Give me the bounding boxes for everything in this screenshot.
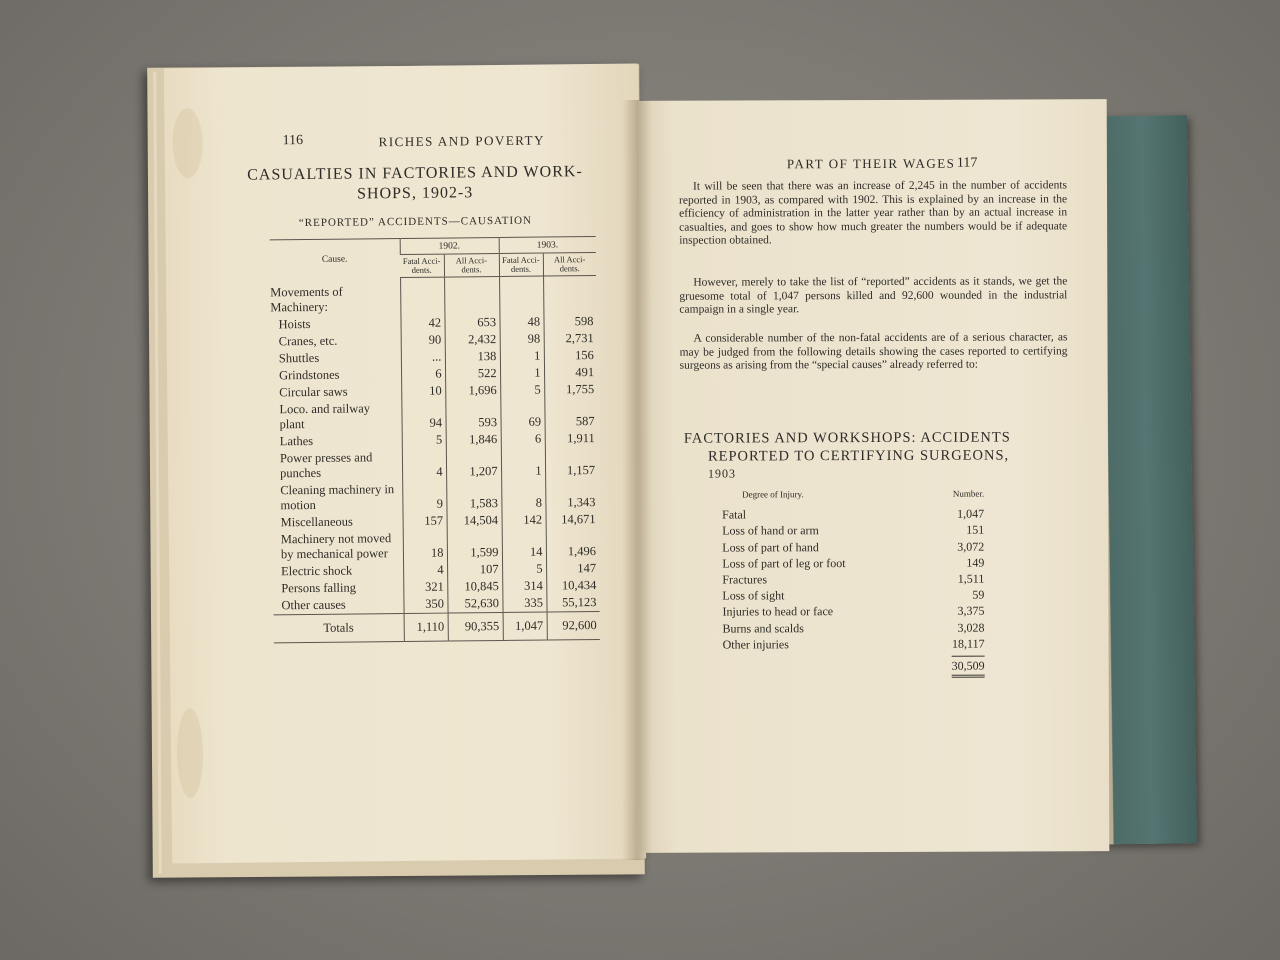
all-1902-cell: 1,207 — [446, 447, 501, 480]
fatal-1903-cell: 1 — [501, 447, 545, 479]
fatal-1903-cell: 1 — [500, 364, 544, 381]
fatal-1903-cell: 314 — [502, 577, 546, 594]
degree-cell — [722, 538, 929, 555]
fatal-1902-cell: 9 — [402, 480, 446, 512]
all-header: All Acci-dents. — [444, 254, 499, 278]
all-1902-cell: 593 — [445, 398, 500, 431]
table-row — [723, 635, 985, 652]
cause-cell: Lathes — [279, 433, 314, 448]
fatal-1903-cell: 8 — [501, 479, 545, 511]
page-stain — [177, 708, 204, 798]
page-stain — [172, 108, 203, 178]
group-label: Movements of Machinery: — [270, 284, 343, 314]
all-1903-cell: 1,911 — [545, 429, 598, 447]
fatal-header: Fatal Acci-dents. — [499, 253, 543, 276]
number-cell: 3,072 — [957, 539, 985, 554]
table-row — [722, 554, 984, 571]
all-1903-cell: 1,496 — [546, 527, 599, 560]
cause-cell: Miscellaneous — [280, 514, 353, 529]
year-header: 1903. — [499, 236, 596, 253]
number-cell: 59 — [972, 587, 985, 602]
table-header-row — [722, 486, 984, 507]
fatal-1902-cell: 4 — [402, 448, 446, 480]
table-cell — [499, 276, 543, 313]
all-1902-cell: 52,630 — [447, 594, 502, 612]
cause-cell: Machinery not moved by mechanical power — [280, 530, 392, 561]
paragraph: A considerable number of the non-fatal accidents are of a serious character, as may be judged from the following details showing the cases reported to certifying surgeons as arising from the “special causes” already referred to: — [679, 331, 1068, 372]
table-row — [273, 527, 599, 562]
degree-label: Fatal — [722, 507, 747, 522]
all-1903-cell: 1,755 — [544, 380, 597, 398]
table-row — [722, 603, 984, 620]
totals-cell: 92,600 — [547, 611, 600, 640]
all-1903-cell: 598 — [543, 312, 596, 330]
fatal-1903-cell: 69 — [500, 398, 544, 430]
degree-label: Injuries to head or face — [722, 604, 834, 619]
injuries-table — [722, 486, 985, 675]
all-1903-cell: 491 — [544, 363, 597, 381]
table-title-line: SHOPS, 1902-3 — [357, 184, 474, 203]
number-cell: 149 — [966, 555, 985, 570]
cause-cell: Shuttles — [278, 350, 320, 365]
cause-cell: Persons falling — [281, 580, 357, 595]
number-cell: 3,028 — [957, 620, 985, 635]
table-row — [722, 538, 984, 555]
fatal-1902-cell: 350 — [403, 595, 447, 613]
all-1903-cell: 2,731 — [544, 329, 597, 347]
totals-cell: 1,110 — [404, 613, 448, 641]
totals-cell: 1,047 — [503, 612, 547, 640]
number-cell: 1,047 — [957, 506, 985, 521]
degree-cell — [722, 603, 929, 620]
fatal-1903-cell: 335 — [502, 594, 546, 612]
totals-cell: 90,355 — [448, 612, 503, 641]
cause-cell: Electric shock — [281, 563, 353, 578]
fatal-1903-cell: 48 — [499, 313, 543, 330]
total-value: 30,509 — [952, 656, 985, 678]
table-title-year: 1903 — [707, 466, 737, 481]
fatal-1903-cell: 1 — [500, 347, 544, 364]
cause-cell: Loco. and railway plant — [279, 400, 371, 431]
all-1902-cell: 653 — [444, 314, 499, 332]
fatal-1903-cell: 6 — [501, 430, 545, 447]
cause-cell: Other causes — [281, 597, 346, 612]
number-cell: 18,117 — [951, 636, 985, 651]
all-1903-cell: 156 — [544, 346, 597, 364]
book-gutter-shadow — [622, 100, 652, 860]
table-title-line: FACTORIES AND WORKSHOPS: ACCIDENTS — [683, 429, 1011, 447]
degree-header: Degree of Injury. — [742, 489, 804, 500]
fatal-1903-cell: 5 — [502, 560, 546, 577]
fatal-1902-cell: 42 — [400, 314, 444, 331]
table-row — [722, 571, 984, 588]
all-1902-cell: 14,504 — [447, 511, 502, 529]
table-row — [722, 522, 984, 539]
table-row — [270, 275, 596, 315]
degree-cell — [722, 522, 929, 539]
degree-label: Loss of part of hand — [722, 539, 819, 555]
fatal-1902-cell: 5 — [402, 431, 446, 448]
all-1903-cell: 14,671 — [546, 510, 599, 528]
cause-cell: Hoists — [278, 316, 311, 331]
table-cell — [444, 277, 499, 315]
degree-cell — [723, 619, 930, 636]
left-page — [164, 64, 646, 864]
paragraph: It will be seen that there was an increase of 2,245 in the number of accidents reported in 1903, as compared with 1902. This is explained by an increase in the efficiency of administration in the latter year rather than by an actual increase in casualties, and goes to show how much greater the numbers would be if adequate inspection obtained. — [679, 179, 1068, 248]
degree-label: Burns and scalds — [722, 620, 804, 636]
degree-label: Loss of hand or arm — [722, 523, 819, 538]
degree-cell — [723, 636, 930, 653]
totals-label: Totals — [274, 613, 404, 642]
running-head: PART OF THEIR WAGES — [786, 155, 956, 172]
table-row — [722, 587, 984, 604]
all-1902-cell: 1,846 — [446, 430, 501, 448]
total-row — [723, 652, 985, 675]
fatal-1903-cell: 5 — [500, 381, 544, 398]
number-cell: 1,511 — [957, 571, 985, 586]
all-1903-cell: 147 — [546, 559, 599, 577]
page-number: 116 — [282, 133, 304, 149]
all-1903-cell: 587 — [544, 397, 597, 430]
degree-label: Loss of part of leg or foot — [722, 555, 846, 571]
cause-cell: Power presses and punches — [279, 449, 373, 480]
table-title-line: CASUALTIES IN FACTORIES AND WORK- — [247, 163, 583, 184]
totals-row — [274, 611, 600, 642]
fatal-1902-cell: 157 — [403, 512, 447, 529]
degree-cell — [722, 587, 929, 604]
fatal-1902-cell: 10 — [401, 382, 445, 399]
all-1902-cell: 138 — [445, 348, 500, 366]
table-subtitle: “REPORTED” ACCIDENTS—CAUSATION — [298, 214, 533, 230]
fatal-1903-cell: 98 — [500, 330, 544, 347]
all-1902-cell: 1,696 — [445, 381, 500, 399]
casualties-table — [270, 236, 600, 643]
table-cell — [543, 275, 596, 313]
cause-cell: Grindstones — [278, 367, 340, 382]
fatal-1903-cell: 14 — [502, 528, 546, 560]
table-cell — [400, 277, 444, 314]
table-row — [723, 619, 985, 636]
degree-cell — [722, 555, 929, 572]
all-1902-cell: 1,583 — [446, 479, 501, 512]
number-header: Number. — [952, 488, 985, 499]
table-row — [272, 446, 598, 481]
all-1903-cell: 55,123 — [546, 593, 599, 611]
table-row — [722, 506, 984, 523]
all-1903-cell: 10,434 — [546, 576, 599, 594]
cause-cell: Cranes, etc. — [278, 333, 338, 348]
cause-cell: Circular saws — [279, 384, 348, 399]
all-1902-cell: 2,432 — [445, 331, 500, 349]
degree-label: Fractures — [722, 572, 768, 587]
page-number: 117 — [956, 155, 978, 171]
degree-cell — [722, 506, 929, 523]
right-page — [637, 99, 1110, 853]
all-1902-cell: 10,845 — [447, 577, 502, 595]
degree-label: Loss of sight — [722, 588, 785, 603]
all-1902-cell: 107 — [447, 560, 502, 578]
table-row — [271, 397, 597, 432]
fatal-1902-cell: 321 — [403, 578, 447, 595]
paragraph: However, merely to take the list of “reported” accidents as it stands, we get the gruesome total of 1,047 persons killed and 92,600 wounded in the industrial campaign in a single year. — [679, 275, 1068, 316]
all-1902-cell: 522 — [445, 365, 500, 383]
number-cell: 151 — [966, 523, 985, 538]
fatal-1902-cell: 90 — [401, 331, 445, 348]
table-title — [684, 429, 1024, 483]
all-1903-cell: 1,157 — [545, 446, 598, 479]
running-head: RICHES AND POVERTY — [378, 132, 546, 150]
table-row — [272, 478, 598, 513]
all-1903-cell: 1,343 — [545, 478, 598, 511]
all-header: All Acci-dents. — [543, 252, 596, 276]
total-cell — [929, 652, 984, 674]
fatal-1902-cell: 6 — [401, 365, 445, 382]
table-cell — [723, 652, 930, 675]
fatal-header: Fatal Acci-dents. — [400, 254, 444, 277]
cause-cell: Cleaning machinery in motion — [280, 481, 395, 512]
cause-header: Cause. — [270, 239, 400, 279]
degree-label: Other injuries — [722, 637, 789, 652]
fatal-1902-cell: 4 — [403, 561, 447, 578]
table-title-line: REPORTED TO CERTIFYING SURGEONS, — [707, 447, 1010, 465]
number-cell: 3,375 — [957, 604, 985, 619]
all-1902-cell: 1,599 — [447, 528, 502, 561]
fatal-1902-cell: 18 — [403, 529, 447, 561]
year-header: 1902. — [400, 238, 499, 255]
table-title — [225, 162, 605, 206]
fatal-1902-cell: ... — [401, 348, 445, 365]
fatal-1902-cell: 94 — [401, 399, 445, 431]
degree-cell — [722, 571, 929, 588]
fatal-1903-cell: 142 — [502, 511, 546, 528]
